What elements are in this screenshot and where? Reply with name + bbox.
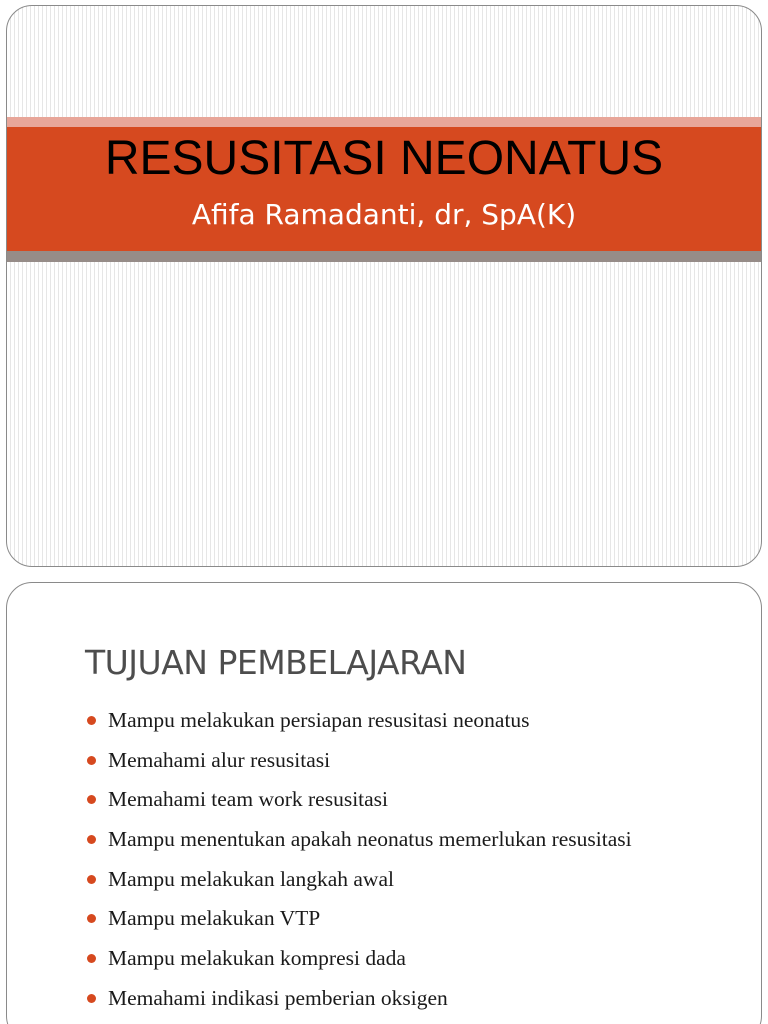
list-item xyxy=(87,780,632,820)
title-band-bottom-stripe xyxy=(7,251,761,262)
list-item xyxy=(87,820,632,860)
bullet-dot-icon xyxy=(87,954,96,963)
slide-heading: TUJUAN PEMBELAJARAN xyxy=(85,643,467,682)
bullet-dot-icon xyxy=(87,795,96,804)
presenter-name: Afifa Ramadanti, dr, SpA(K) xyxy=(191,198,577,231)
title-band-top-stripe xyxy=(7,117,761,127)
bullet-dot-icon xyxy=(87,835,96,844)
list-item xyxy=(87,701,632,741)
objectives-slide xyxy=(6,582,762,1024)
presentation-title: RESUSITASI NEONATUS xyxy=(104,132,664,185)
title-slide xyxy=(6,5,762,567)
bullet-dot-icon xyxy=(87,914,96,923)
title-band xyxy=(7,117,761,262)
list-item-text: Mampu melakukan persiapan resusitasi neonatus xyxy=(108,708,530,732)
bullet-dot-icon xyxy=(87,716,96,725)
list-item xyxy=(87,899,632,939)
bullet-dot-icon xyxy=(87,756,96,765)
list-item xyxy=(87,939,632,979)
bullet-dot-icon xyxy=(87,994,96,1003)
list-item-text: Mampu melakukan VTP xyxy=(108,906,321,931)
bullet-dot-icon xyxy=(87,875,96,884)
list-item-text: Mampu melakukan kompresi dada xyxy=(108,946,406,971)
list-item xyxy=(87,860,632,900)
list-item-text: Mampu menentukan apakah neonatus memerlukan resusitasi xyxy=(108,827,632,852)
list-item-text: Memahami team work resusitasi xyxy=(108,787,389,812)
list-item-text: Memahami indikasi pemberian oksigen xyxy=(108,985,448,1010)
objectives-list xyxy=(87,701,632,1019)
list-item-text: Memahami alur resusitasi xyxy=(108,747,331,772)
list-item xyxy=(87,741,632,781)
list-item xyxy=(87,979,632,1019)
list-item-text: Mampu melakukan langkah awal xyxy=(108,866,394,891)
